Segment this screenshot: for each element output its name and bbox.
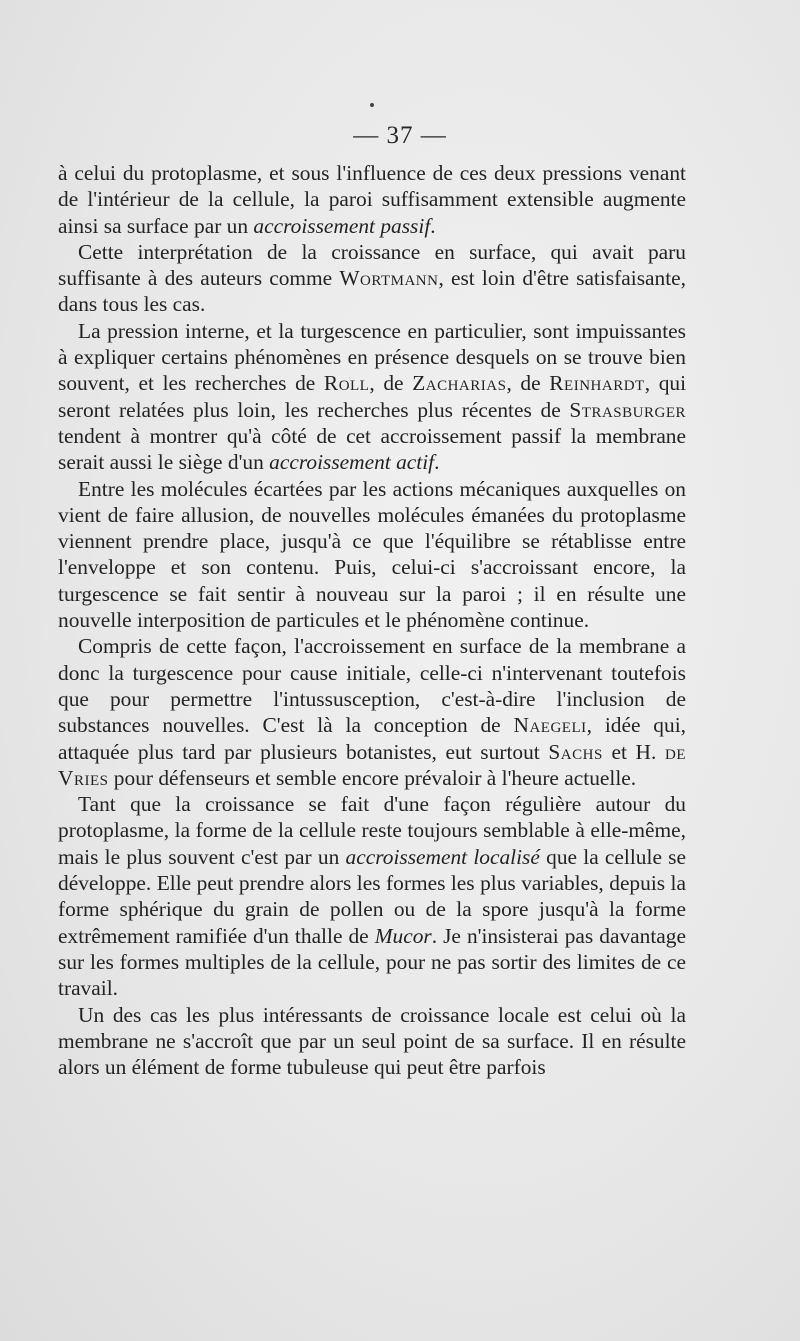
body-text <box>58 160 686 1080</box>
author-name: de Vries <box>58 739 686 790</box>
text-run: , de <box>369 371 413 396</box>
page-number: — 37 — <box>353 122 447 149</box>
text-run: , est loin d'être satisfaisante, dans tous les cas. <box>58 266 687 317</box>
paragraph <box>58 239 686 318</box>
paragraph <box>58 1002 686 1081</box>
italic-term: accroissement passif <box>253 213 431 238</box>
text-run: tendent à montrer qu'à côté de cet accroissement passif la membrane serait aussi le siège d'un <box>58 423 686 475</box>
author-name: Zacharias <box>412 371 507 396</box>
paragraph <box>58 160 686 239</box>
author-name: Roll <box>323 371 370 396</box>
paragraph <box>58 633 686 791</box>
italic-term: Mucor <box>374 923 432 948</box>
text-run: Un des cas les plus intéressants de croissance locale est celui où la membrane ne s'accroît que par un seul point de sa surface. Il en résulte alors un élément de forme tubuleuse qui peut être parfois <box>58 1002 686 1080</box>
text-run: . <box>430 213 436 238</box>
author-name: Sachs <box>548 739 603 764</box>
text-run: , idée qui, attaquée plus tard par plusieurs botanistes, eut surtout <box>58 713 686 764</box>
text-run: Cette interprétation de la croissance en surface, qui avait paru suffisante à des auteurs comme <box>58 239 686 291</box>
text-run: à celui du protoplasme, et sous l'influence de ces deux pressions venant de l'intérieur de la cellule, la paroi suffisamment extensible augmente ainsi sa surface par un <box>58 161 686 238</box>
paragraph <box>58 318 686 476</box>
ink-speck <box>370 103 374 107</box>
italic-term: accroissement localisé <box>345 844 540 869</box>
text-run: , de <box>506 371 550 396</box>
text-run: Entre les molécules écartées par les actions mécaniques auxquelles on vient de faire allusion, de nouvelles molécules émanées du protoplasme viennent prendre place, jusqu'à ce que l'équilibre se rétablisse entre l'enveloppe et son contenu. Puis, celui-ci s'accroissant encore, la turgescence se fait sentir à nouveau sur la paroi ; il en résulte une nouvelle interposition de particules et le phénomène continue. <box>58 476 686 633</box>
text-run: , qui seront relatées plus loin, les recherches plus récentes de <box>58 371 687 422</box>
italic-term: accroissement actif <box>269 450 435 475</box>
text-run: . Je n'insisterai pas davantage sur les formes multiples de la cellule, pour ne pas sortir des limites de ce travail. <box>58 923 686 1001</box>
author-name: Wortmann <box>339 266 439 291</box>
text-run: Tant que la croissance se fait d'une façon régulière autour du protoplasme, la forme de la cellule reste toujours semblable à elle-même, mais le plus souvent c'est par un <box>58 792 686 869</box>
author-name: Strasburger <box>569 397 686 422</box>
text-run: que la cellule se développe. Elle peut prendre alors les formes les plus variables, depuis la forme sphérique du grain de pollen ou de la spore jusqu'à la forme extrêmement ramifiée d'un thalle de <box>58 844 686 948</box>
author-name: Reinhardt <box>549 371 645 396</box>
text-run: pour défenseurs et semble encore prévaloir à l'heure actuelle. <box>108 765 637 790</box>
paragraph <box>58 476 686 634</box>
text-run: . <box>434 450 440 475</box>
text-run: Compris de cette façon, l'accroissement en surface de la membrane a donc la turgescence pour cause initiale, celle-ci n'intervenant toutefois que pour permettre l'intussusception, c'est-à-dire l'inclusion de substances nouvelles. C'est là la conception de <box>58 634 686 738</box>
text-run: La pression interne, et la turgescence en particulier, sont impuissantes à expliquer certains phénomènes en présence desquels on se trouve bien souvent, et les recherches de <box>58 318 686 396</box>
paragraph <box>58 791 686 1001</box>
author-name: Naegeli <box>513 713 587 738</box>
text-run: et H. <box>602 739 665 764</box>
